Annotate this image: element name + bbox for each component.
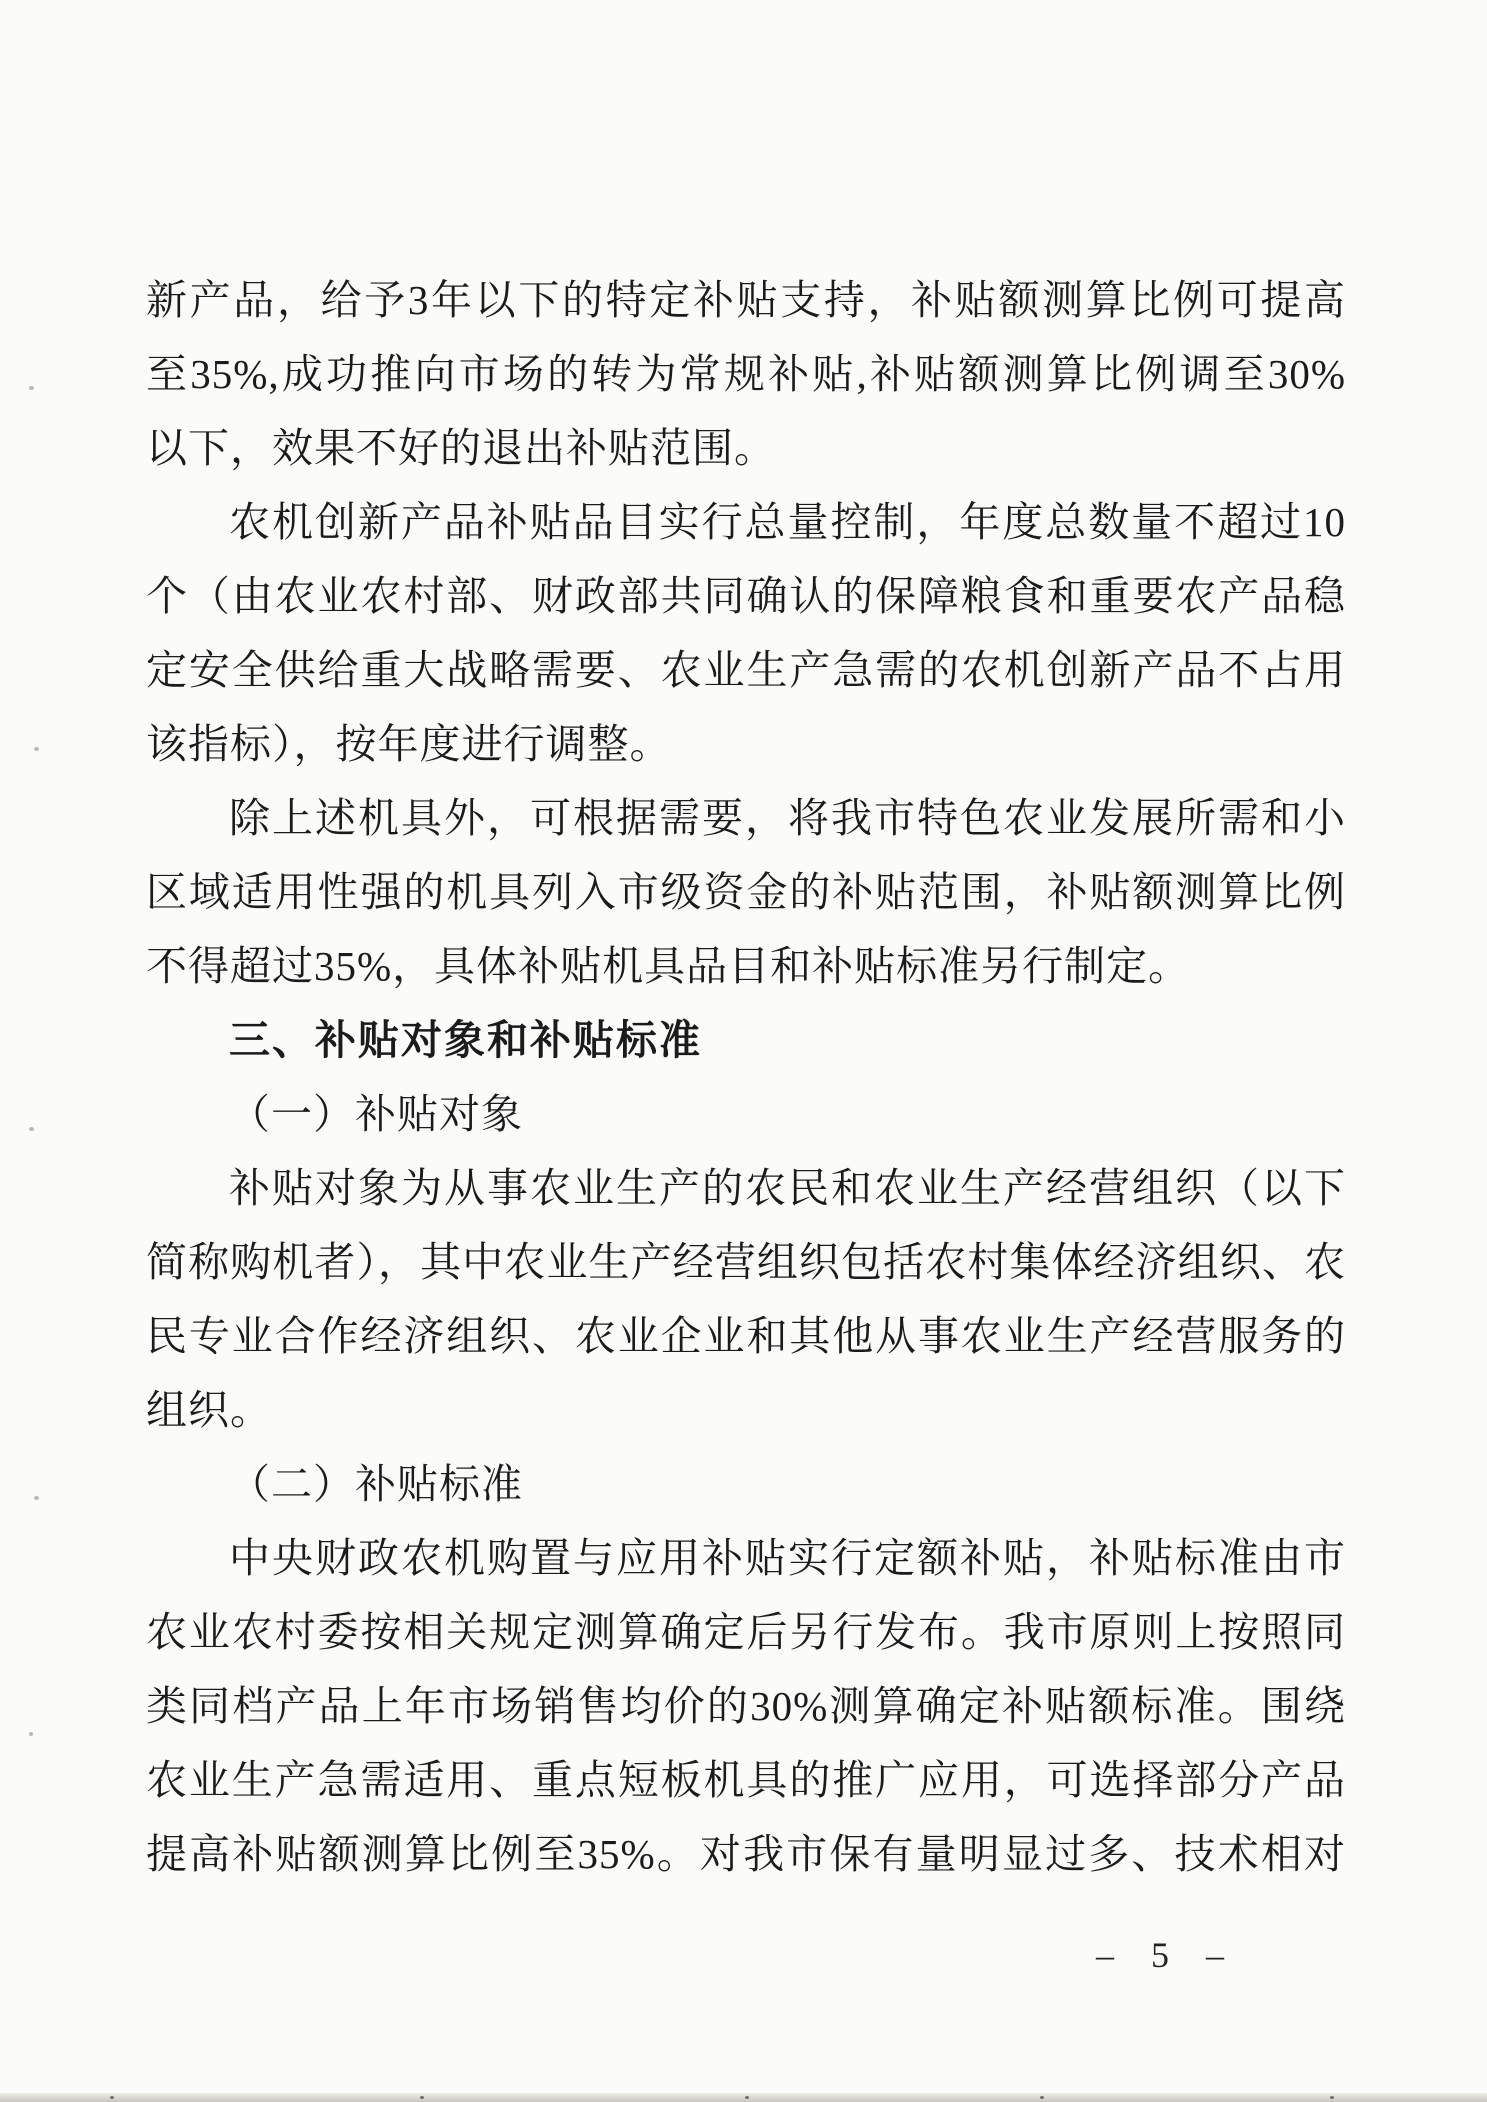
text-line: 不得超过35%，具体补贴机具品目和补贴标准另行制定。 [146,943,1191,989]
text-line: 组织。 [146,1387,272,1433]
text-line: （二）补贴标准 [229,1461,523,1507]
scan-speck [745,2096,749,2099]
scan-speck [1040,2096,1044,2099]
scan-speck [29,386,34,390]
text-line: 定安全供给重大战略需要、农业生产急需的农机创新产品不占用 [146,647,1346,693]
text-line: 以下，效果不好的退出补贴范围。 [146,425,776,471]
scan-speck [34,1496,39,1500]
text-line: 该指标），按年度进行调整。 [146,721,672,767]
document-body [146,263,1346,1891]
scan-speck [29,1732,33,1736]
page-number: – 5 – [1096,1935,1238,1975]
text-line: 中央财政农机购置与应用补贴实行定额补贴，补贴标准由市 [229,1535,1346,1581]
text-line: 民专业合作经济组织、农业企业和其他从事农业生产经营服务的 [146,1313,1346,1359]
scan-bottom-edge [0,2093,1487,2102]
section-heading: 三、补贴对象和补贴标准 [229,1017,702,1063]
text-line: 类同档产品上年市场销售均价的30%测算确定补贴额标准。围绕 [146,1683,1346,1729]
scan-speck [29,1127,34,1131]
scan-speck [1330,2096,1334,2099]
text-line: 区域适用性强的机具列入市级资金的补贴范围，补贴额测算比例 [146,869,1346,915]
text-line: 除上述机具外，可根据需要，将我市特色农业发展所需和小 [229,795,1346,841]
text-line: 补贴对象为从事农业生产的农民和农业生产经营组织（以下 [229,1165,1346,1211]
scan-speck [420,2096,424,2099]
text-line: 个（由农业农村部、财政部共同确认的保障粮食和重要农产品稳 [146,573,1346,619]
scan-speck [110,2096,114,2099]
scan-speck [34,747,39,751]
text-line: 新产品，给予3年以下的特定补贴支持，补贴额测算比例可提高 [146,277,1346,323]
text-line: 简称购机者），其中农业生产经营组织包括农村集体经济组织、农 [146,1239,1346,1285]
text-line: 提高补贴额测算比例至35%。对我市保有量明显过多、技术相对 [146,1831,1346,1877]
page-footer [1096,1934,1238,1976]
text-line: 农业农村委按相关规定测算确定后另行发布。我市原则上按照同 [146,1609,1346,1655]
text-line: （一）补贴对象 [229,1091,523,1137]
text-line: 农业生产急需适用、重点短板机具的推广应用，可选择部分产品 [146,1757,1346,1803]
text-line: 至35%,成功推向市场的转为常规补贴,补贴额测算比例调至30% [146,351,1346,397]
text-line: 农机创新产品补贴品目实行总量控制，年度总数量不超过10 [229,499,1346,545]
